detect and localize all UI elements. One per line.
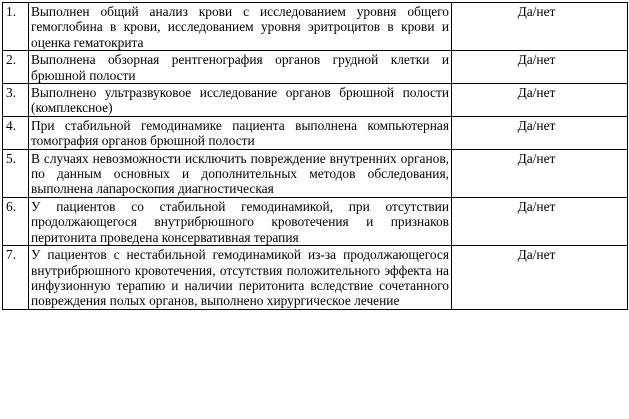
table-row (3, 246, 628, 310)
answer-cell: Да/нет (452, 116, 628, 149)
criterion-text: В случаях невозможности исключить повреждение внутренних органов, по данным основных и дополнительных методов обследования, выполнена лапароскопия диагностическая (29, 149, 452, 197)
criterion-text: При стабильной гемодинамике пациента выполнена компьютерная томография органов брюшной полости (29, 116, 452, 149)
table-row (3, 149, 628, 197)
criterion-text: Выполнен общий анализ крови с исследованием уровня общего гемоглобина в крови, исследованием уровня эритроцитов в крови и оценка гематокрита (29, 3, 452, 51)
answer-cell: Да/нет (452, 51, 628, 84)
row-number: 6. (3, 197, 29, 245)
table-row (3, 197, 628, 245)
row-number: 5. (3, 149, 29, 197)
row-number: 2. (3, 51, 29, 84)
table-row (3, 3, 628, 51)
answer-cell: Да/нет (452, 149, 628, 197)
answer-cell: Да/нет (452, 246, 628, 310)
criterion-text: У пациентов с нестабильной гемодинамикой из-за продолжающегося внутрибрюшного кровотечения, отсутствия положительного эффекта на инфузионную терапию и наличии перитонита вследствие сочетанного повреждения полых органов, выполнено хирургическое лечение (29, 246, 452, 310)
criterion-text: Выполнена обзорная рентгенография органов грудной клетки и брюшной полости (29, 51, 452, 84)
row-number: 3. (3, 84, 29, 117)
criterion-text: Выполнено ультразвуковое исследование органов брюшной полости (комплексное) (29, 84, 452, 117)
row-number: 1. (3, 3, 29, 51)
answer-cell: Да/нет (452, 3, 628, 51)
criterion-text: У пациентов со стабильной гемодинамикой, при отсутствии продолжающегося внутрибрюшного кровотечения и признаков перитонита проведена консервативная терапия (29, 197, 452, 245)
criteria-table (2, 2, 628, 310)
table-row (3, 116, 628, 149)
answer-cell: Да/нет (452, 197, 628, 245)
row-number: 7. (3, 246, 29, 310)
table-row (3, 51, 628, 84)
table-row (3, 84, 628, 117)
row-number: 4. (3, 116, 29, 149)
answer-cell: Да/нет (452, 84, 628, 117)
